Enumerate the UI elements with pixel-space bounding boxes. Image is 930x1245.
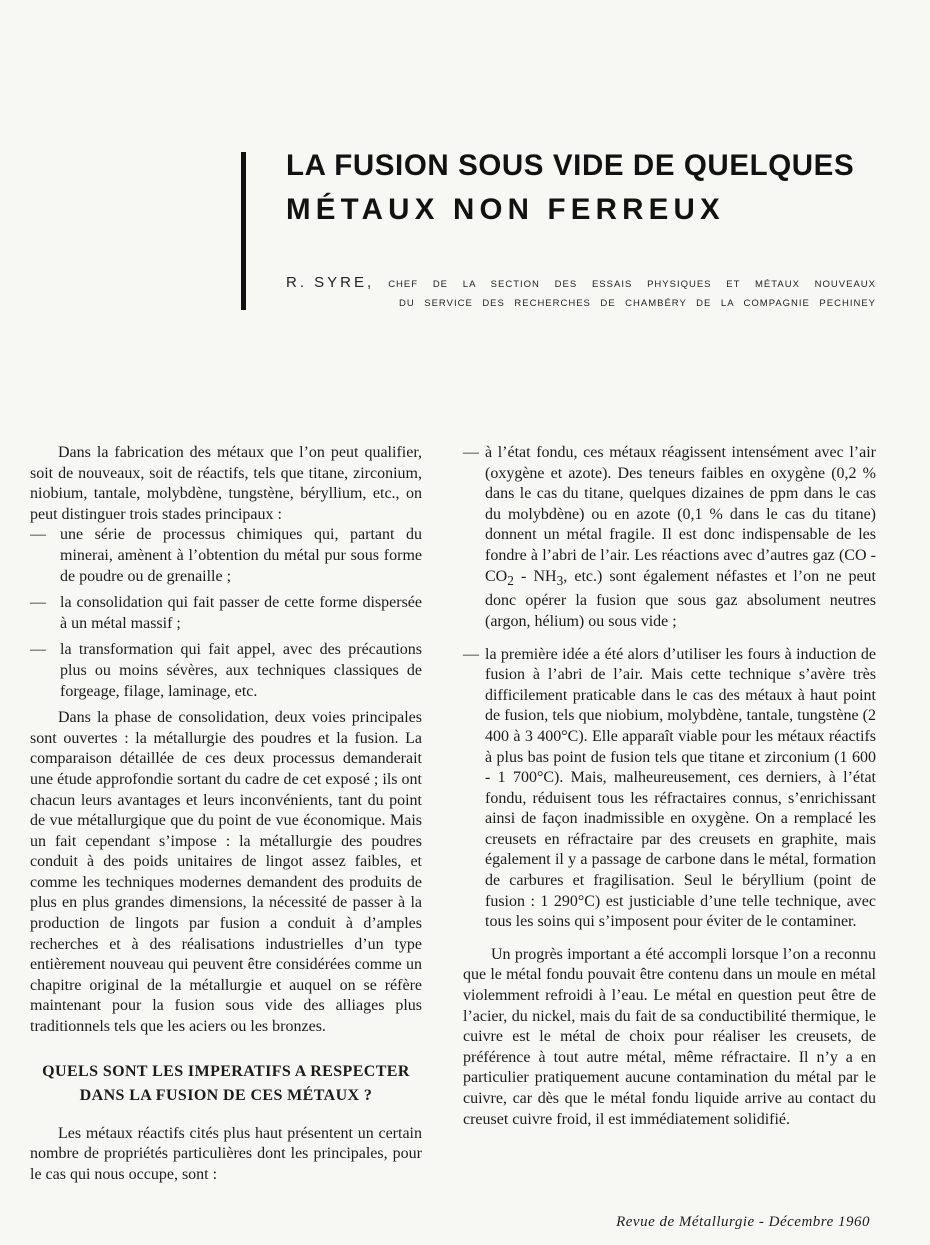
dash-mark: — [30,641,46,659]
journal-footer: Revue de Métallurgie - Décembre 1960 [616,1214,870,1230]
right-column [463,443,876,1130]
stage-item-2 [30,593,422,634]
consolidation-paragraph: Dans la phase de consolidation, deux voies principales sont ouvertes : la métallurgie des poudres et la fusion. La comparaison détaillée de ces deux processus demanderait une étude approfondie sortant du cadre de cet exposé ; ils ont chacun leurs avantages et leurs inconvénients, tant du point de vue métallurgique que du point de vue économique. Mais un fait cependant s’impose : la métallurgie des poudres conduit à des poids unitaires de lingot assez faibles, et comme les techniques modernes demandent des produits de plus en plus grandes dimensions, la nécessité de passer à la production de lingots par fusion a conduit à d’amples recherches et à des réalisations industrielles d’un type entièrement nouveau qui peuvent être considérées comme un chapitre original de la métallurgie et auquel on se réfère maintenant pour la fusion sous vide des alliages plus traditionnels tels que les aciers ou les bronzes. [30,709,422,1036]
property-text-part-a: à l’état fondu, ces métaux réagissent intensément avec l’air (oxygène et azote). Des teneurs faibles en oxygène (0,2 % dans le cas du titane, quelques dizaines de ppm dans le cas du molybdène) ou en azote (0,1 % dans le cas du titane) donnent un métal fragile. Il est donc indispensable de les fondre à l’abri de l’air. Les réactions avec d’autres gaz (CO - CO [485,444,876,585]
closing-paragraph: Les métaux réactifs cités plus haut présentent un certain nombre de propriétés particulières dont les principales, pour le cas qui nous occupe, sont : [30,1124,422,1183]
section-heading-line-2: DANS LA FUSION DE CES MÉTAUX ? [79,1086,373,1104]
title-line-1: LA FUSION SOUS VIDE DE QUELQUES [286,149,855,182]
dash-mark: — [463,444,479,461]
property-text-part-b: - NH [513,567,557,585]
author-affiliation-line-2: DU SERVICE DES RECHERCHES DE CHAMBÉRY DE LA COMPAGNIE PECHINEY [399,298,876,309]
title-line-2: MÉTAUX NON FERREUX [286,193,725,226]
property-item-2 [463,645,876,933]
stage-text: la transformation qui fait appel, avec des précautions plus ou moins sévères, aux techniques classiques de forgeage, filage, laminage, etc. [60,641,422,700]
section-heading-line-1: QUELS SONT LES IMPERATIFS A RESPECTER [42,1062,410,1080]
dash-mark: — [30,594,46,612]
property-text: la première idée a été alors d’utiliser les fours à induction de fusion à l’abri de l’air. Mais cette technique s’avère très difficilement praticable dans le cas des métaux à haut point de fusion, tels que niobium, molybdène, tantale, tungstène (2 400 à 3 400°C). Elle apparaît viable pour les métaux réactifs à plus bas point de fusion tels que titane et zirconium (1 600 - 1 700°C). Mais, malheureusement, ces derniers, à l’état fondu, réduisent tous les réfractaires connus, s’enrichissant ainsi de façon inadmissible en oxygène. On a remplacé les creusets en réfractaire par des creusets en graphite, mais également il y a passage de carbone dans le métal, formation de carbures et fragilisation. Seul le béryllium (point de fusion : 1 290°C) est justiciable d’une telle technique, avec tous les soins qui s’imposent pour éviter de le contaminer. [485,645,876,931]
stage-text: une série de processus chimiques qui, partant du minerai, amènent à l’obtention du métal pur sous forme de poudre ou de grenaille ; [60,526,422,585]
dash-mark: — [463,645,479,663]
author-affiliation-line-1: CHEF DE LA SECTION DES ESSAIS PHYSIQUES ET MÉTAUX NOUVEAUX [388,279,876,290]
property-text-part-c: , etc.) sont également néfastes et l’on ne peut donc opérer la fusion que sous gaz absolument neutres (argon, hélium) ou sous vide ; [485,567,876,630]
subscript-2: 2 [507,572,514,588]
intro-paragraph: Dans la fabrication des métaux que l’on peut qualifier, soit de nouveaux, soit de réactifs, tels que titane, zirconium, niobium, tantale, molybdène, tungstène, béryllium, etc., on peut distinguer trois stades principaux : [30,444,422,523]
progress-paragraph: Un progrès important a été accompli lorsque l’on a reconnu que le métal fondu pouvait être contenu dans un moule en métal violemment refroidi à l’eau. Le métal en question peut être de l’acier, du nickel, mais du fait de sa conductibilité thermique, le cuivre est le métal de choix pour réaliser les creusets, de préférence à tout autre métal, même réfractaire. Il n’y a en particulier pratiquement aucune contamination du métal par le cuivre, car dès que le métal fondu liquide arrive au contact du creuset cuivre froid, il est immédiatement solidifié. [463,945,876,1128]
article-title [286,144,886,232]
property-text [485,443,876,633]
author-block [286,274,876,309]
stage-item-3 [30,640,422,702]
section-heading [30,1060,422,1108]
author-name: R. SYRE, [286,274,375,291]
stage-text: la consolidation qui fait passer de cette forme dispersée à un métal massif ; [60,594,422,632]
title-vertical-rule [241,152,246,310]
stage-item-1 [30,525,422,587]
subscript-3: 3 [556,572,564,588]
dash-mark: — [30,526,46,544]
property-item-1 [463,443,876,633]
author-line-1 [286,274,876,291]
left-column [30,443,422,1185]
